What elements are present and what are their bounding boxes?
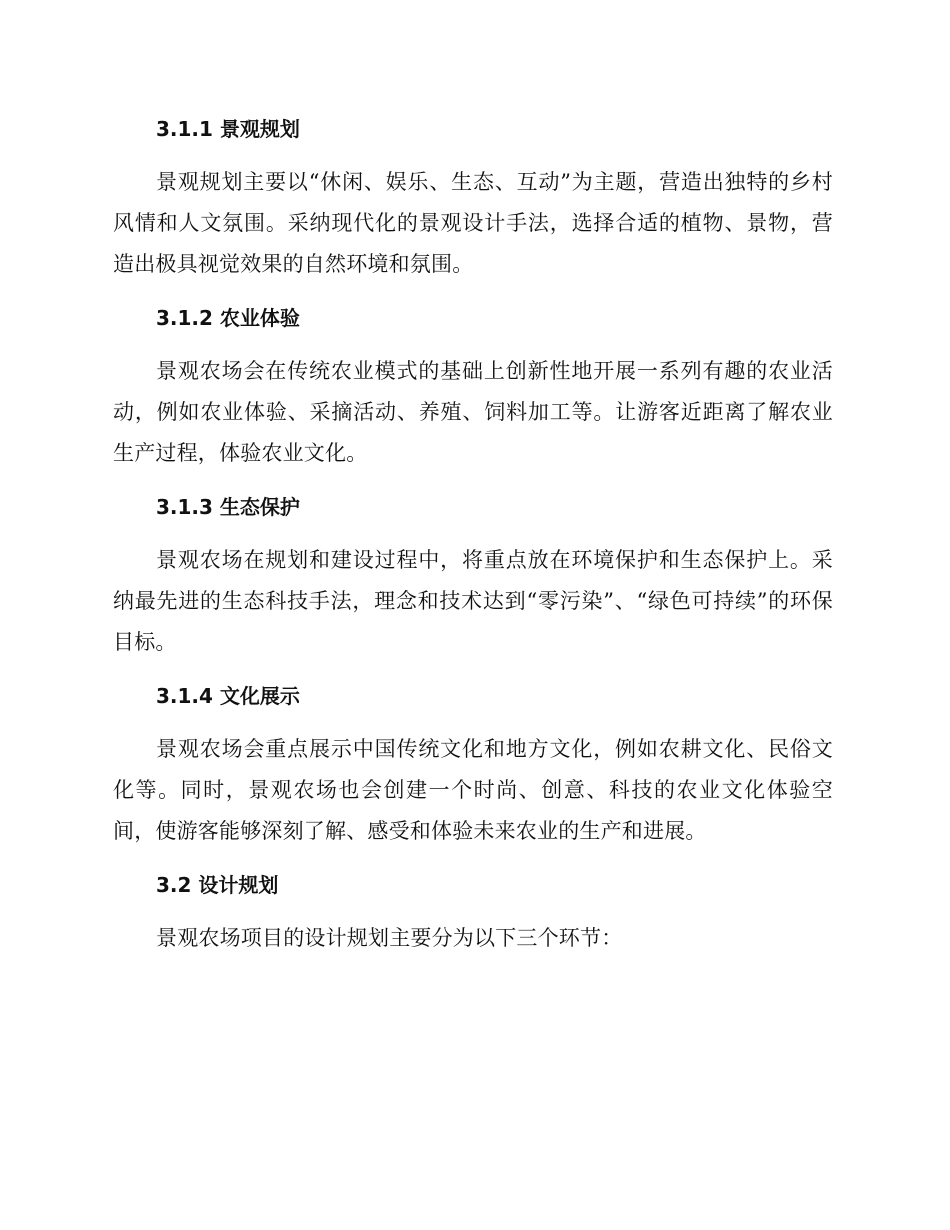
document-body (113, 108, 833, 959)
spacer (113, 150, 833, 162)
section-heading-3-1-2: 3.1.2 农业体验 (156, 306, 300, 330)
spacer (113, 717, 833, 729)
section-paragraph-3-1-2: 景观农场会在传统农业模式的基础上创新性地开展一系列有趣的农业活动，例如农业体验、采摘活动、养殖、饲料加工等。让游客近距离了解农业生产过程，体验农业文化。 (113, 359, 833, 465)
section-paragraph-3-1-3: 景观农场在规划和建设过程中，将重点放在环境保护和生态保护上。采纳最先进的生态科技手法，理念和技术达到“零污染”、“绿色可持续”的环保目标。 (113, 548, 833, 654)
spacer (113, 852, 833, 864)
section-paragraph-3-1-1: 景观规划主要以“休闲、娱乐、生态、互动”为主题，营造出独特的乡村风情和人文氛围。采纳现代化的景观设计手法，选择合适的植物、景物，营造出极具视觉效果的自然环境和氛围。 (113, 170, 833, 276)
section-paragraph-3-2: 景观农场项目的设计规划主要分为以下三个环节： (156, 926, 623, 950)
spacer (113, 285, 833, 297)
spacer (113, 339, 833, 351)
spacer (113, 474, 833, 486)
spacer (113, 528, 833, 540)
section-heading-3-1-1: 3.1.1 景观规划 (156, 117, 300, 141)
section-heading-3-1-3: 3.1.3 生态保护 (156, 495, 300, 519)
section-paragraph-3-1-4: 景观农场会重点展示中国传统文化和地方文化，例如农耕文化、民俗文化等。同时，景观农场也会创建一个时尚、创意、科技的农业文化体验空间，使游客能够深刻了解、感受和体验未来农业的生产和进展。 (113, 737, 833, 843)
spacer (113, 906, 833, 918)
section-heading-3-2: 3.2 设计规划 (156, 873, 279, 897)
spacer (113, 663, 833, 675)
section-heading-3-1-4: 3.1.4 文化展示 (156, 684, 300, 708)
